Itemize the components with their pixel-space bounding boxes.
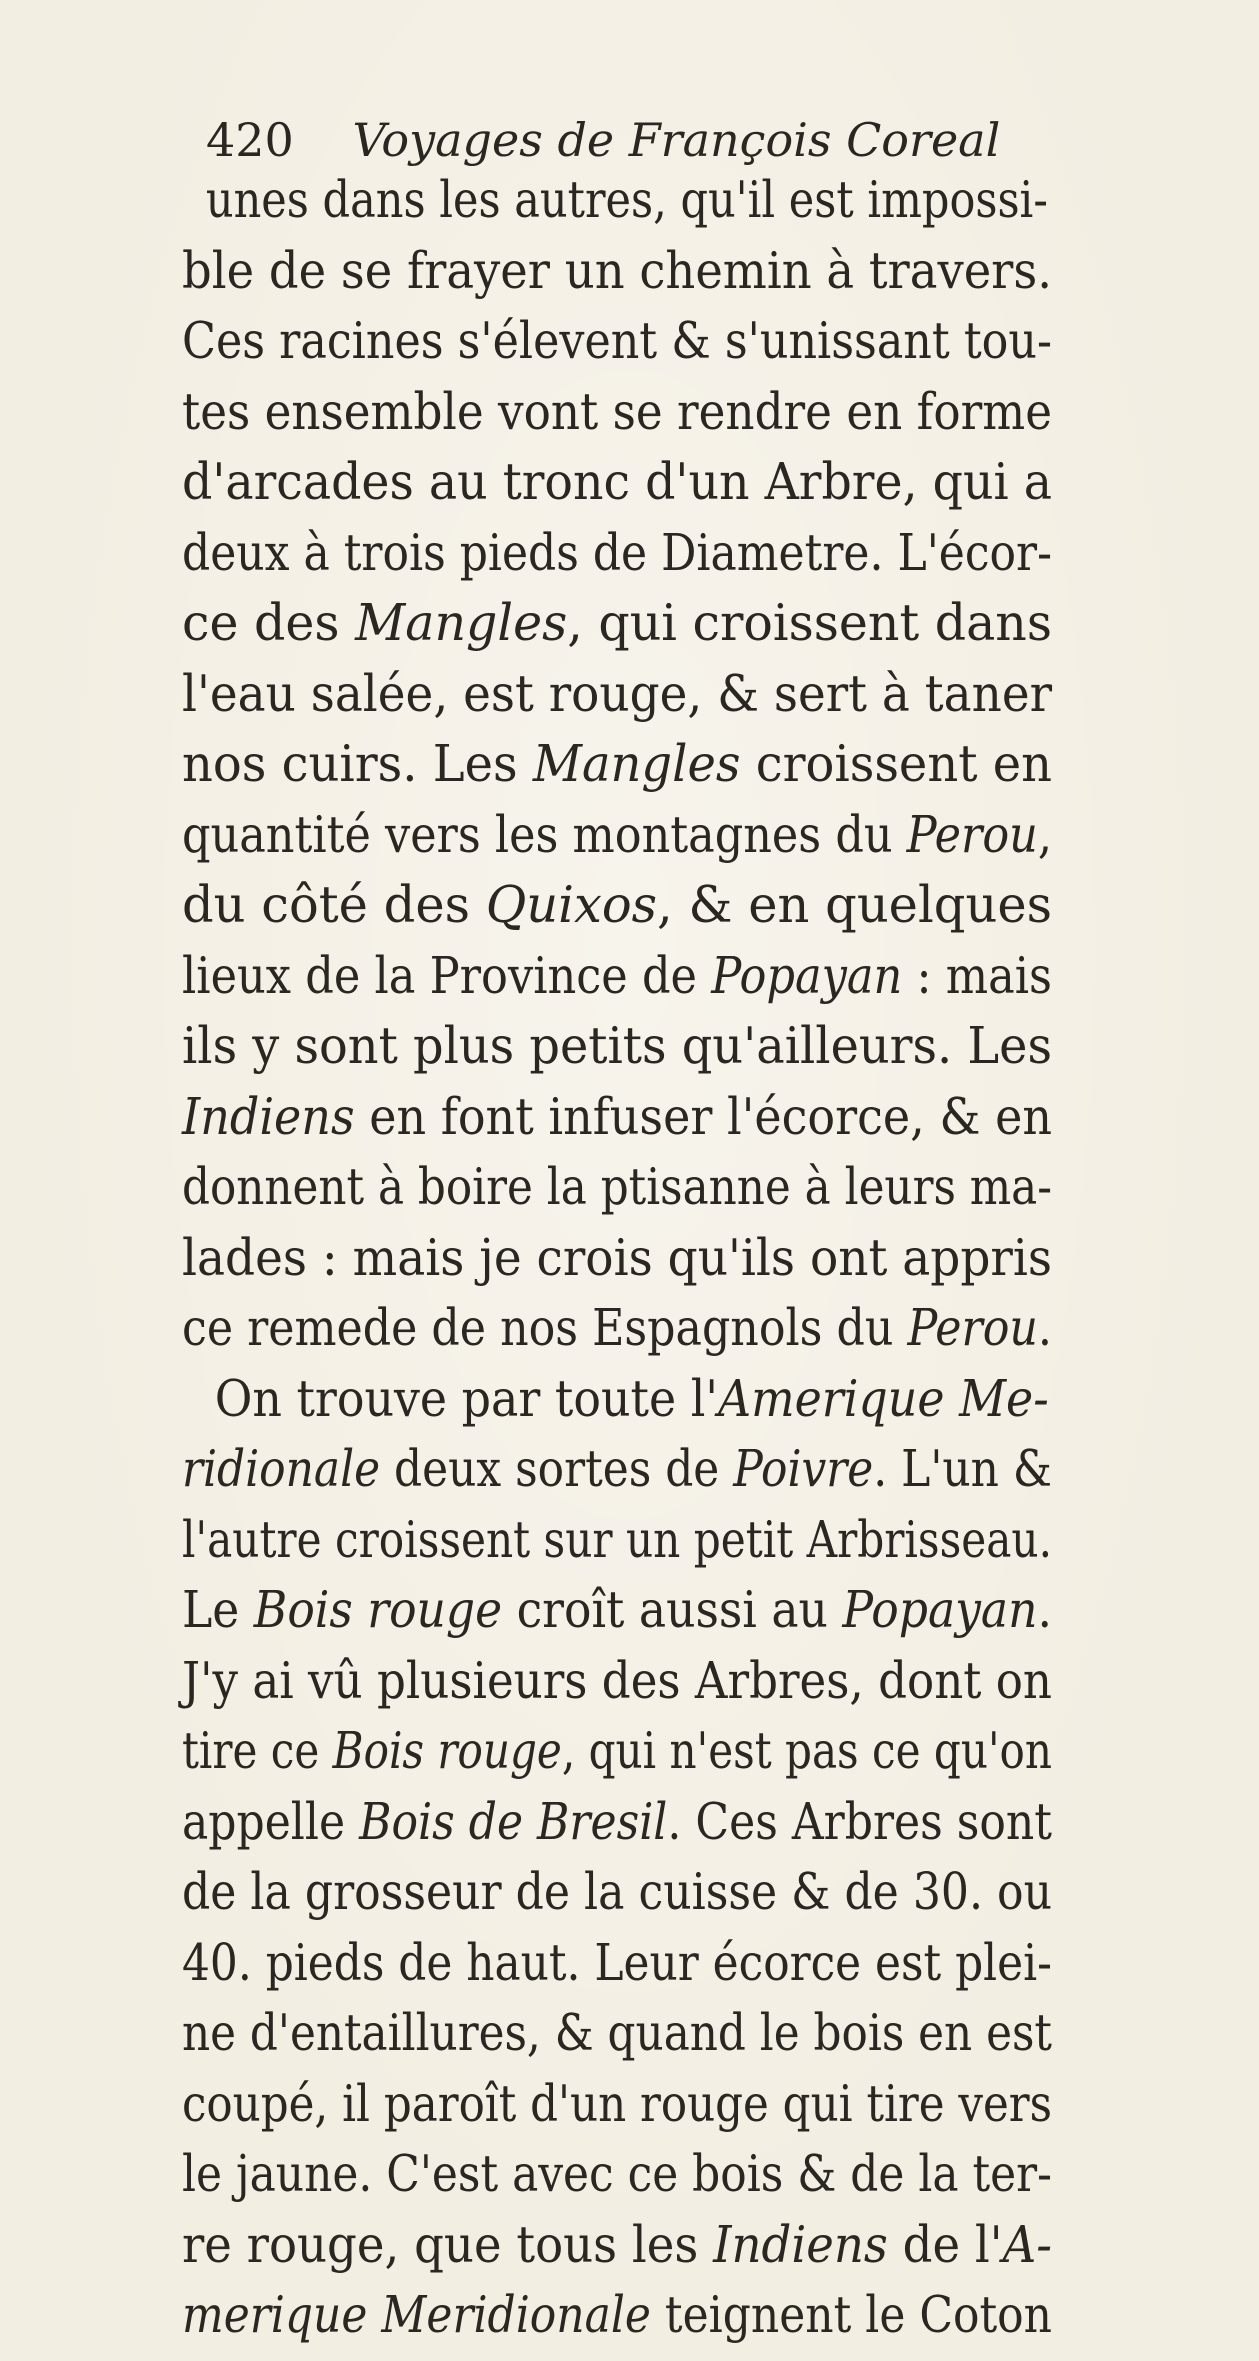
text-line [182, 1928, 1051, 1999]
text-segment: de l' [887, 2214, 1003, 2274]
text-segment: re rouge, que tous les [182, 2214, 714, 2274]
text-segment: ce des [182, 593, 356, 652]
text-segment: ils y sont plus petits qu'ailleurs. Les [182, 1016, 1052, 1075]
text-segment: tes ensemble vont se rendre en forme [182, 381, 1052, 441]
italic-text: Poivre [733, 1439, 874, 1498]
text-segment: lades : mais je crois qu'ils ont appris [182, 1227, 1052, 1287]
text-segment: Ces racines s'élevent & s'unissant tou- [182, 311, 1052, 370]
text-line [182, 1434, 1051, 1505]
italic-text: Indiens [713, 2214, 888, 2274]
text-line [182, 1787, 1055, 1858]
text-segment: de la grosseur de la cuisse & de 30. ou [182, 1862, 1052, 1921]
italic-text: Mangles [355, 593, 568, 652]
page-header [206, 110, 1106, 170]
text-segment: : mais [902, 945, 1052, 1005]
text-segment: quantité vers les montagnes du [182, 804, 907, 864]
text-line [182, 941, 1067, 1012]
text-segment: . Ces Arbres sont [667, 1791, 1052, 1851]
text-line [182, 2210, 1105, 2281]
text-line [182, 1011, 1129, 1082]
text-line [182, 1575, 1085, 1646]
text-line [182, 1293, 1059, 1364]
italic-text: Bois de Bresil [359, 1791, 668, 1851]
text-line [182, 518, 1054, 589]
italic-text: ridionale [182, 1439, 381, 1498]
text-line [182, 800, 1064, 871]
text-segment: , qui n'est pas ce qu'on [561, 1721, 1052, 1780]
body-text [182, 165, 1182, 2351]
text-segment: lieux de la Province de [182, 945, 712, 1005]
italic-text: A- [1002, 2214, 1052, 2274]
text-line [182, 1505, 1052, 1576]
italic-text: Bois rouge [332, 1721, 562, 1780]
italic-text: Perou [907, 1298, 1038, 1357]
text-segment: l'eau salée, est rouge, & sert à taner [182, 663, 1052, 723]
text-line [182, 306, 1061, 377]
text-segment: donnent à boire la ptisanne à leurs ma- [182, 1157, 1052, 1216]
text-segment: On trouve par toute l' [214, 1368, 718, 1428]
text-segment: d'arcades au tronc d'un Arbre, qui a [182, 452, 1052, 511]
text-segment: . L'un & [873, 1439, 1052, 1498]
text-line [182, 729, 1132, 800]
text-segment: ce remede de nos Espagnols du [182, 1298, 908, 1357]
text-line [182, 1082, 1094, 1153]
text-segment: , [1037, 804, 1052, 864]
text-segment: l'autre croissent sur un petit Arbrisseau. [182, 1509, 1052, 1569]
text-segment: du côté des [182, 875, 486, 934]
text-line [182, 1152, 1052, 1223]
text-segment: 40. pieds de haut. Leur écorce est plei- [182, 1932, 1052, 1992]
italic-text: Popayan [711, 945, 903, 1005]
text-segment: coupé, il paroît d'un rouge qui tire vers [182, 2073, 1052, 2133]
text-segment: ne d'entaillures, & quand le bois en est [182, 2003, 1052, 2062]
text-segment: Le [182, 1580, 254, 1639]
text-line [182, 1223, 1112, 1294]
page-number: 420 [206, 113, 294, 167]
text-segment: le jaune. C'est avec ce bois & de la ter- [182, 2144, 1052, 2203]
text-segment: ble de se frayer un chemin à travers. [182, 240, 1052, 300]
text-segment: , & en quelques [657, 875, 1052, 934]
italic-text: Quixos [485, 875, 658, 934]
text-line [182, 870, 1162, 941]
text-line [182, 1998, 1052, 2069]
italic-text: Amerique Me- [717, 1368, 1049, 1428]
text-segment: nos cuirs. Les [182, 734, 533, 793]
text-line [182, 1646, 1076, 1717]
italic-text: merique Meridionale [182, 2285, 651, 2344]
text-line [182, 447, 1121, 518]
italic-text: Popayan [842, 1580, 1038, 1639]
text-line [182, 1716, 1052, 1787]
text-segment: appelle [182, 1791, 360, 1851]
text-line [182, 165, 1048, 236]
text-segment: J'y ai vû plusieurs des Arbres, dont on [182, 1650, 1052, 1710]
text-line [182, 588, 1152, 659]
text-segment: . [1037, 1580, 1052, 1639]
running-title: Voyages de François Coreal [352, 113, 1001, 167]
italic-text: Perou [906, 804, 1038, 864]
text-line [182, 2139, 1052, 2210]
text-segment: deux sortes de [380, 1439, 734, 1498]
text-line [182, 2069, 1052, 2140]
text-segment: tire ce [182, 1721, 333, 1780]
text-line [182, 1364, 1091, 1435]
text-segment: teignent le Coton [650, 2285, 1052, 2344]
text-segment: . [1037, 1298, 1052, 1357]
text-line [182, 2280, 1053, 2351]
text-line [182, 377, 1078, 448]
text-line [182, 659, 1111, 730]
text-line [182, 1857, 1056, 1928]
text-line [182, 236, 1102, 307]
italic-text: Bois rouge [253, 1580, 503, 1639]
italic-text: Indiens [182, 1086, 355, 1146]
text-segment: unes dans les autres, qu'il est impossi- [205, 170, 1048, 229]
text-segment: , qui croissent dans [567, 593, 1052, 652]
italic-text: Mangles [532, 734, 741, 793]
text-segment: deux à trois pieds de Diametre. L'écor- [182, 522, 1052, 582]
text-segment: croît aussi au [502, 1580, 843, 1639]
text-segment: en font infuser l'écorce, & en [354, 1086, 1052, 1146]
text-segment: croissent en [740, 734, 1052, 793]
